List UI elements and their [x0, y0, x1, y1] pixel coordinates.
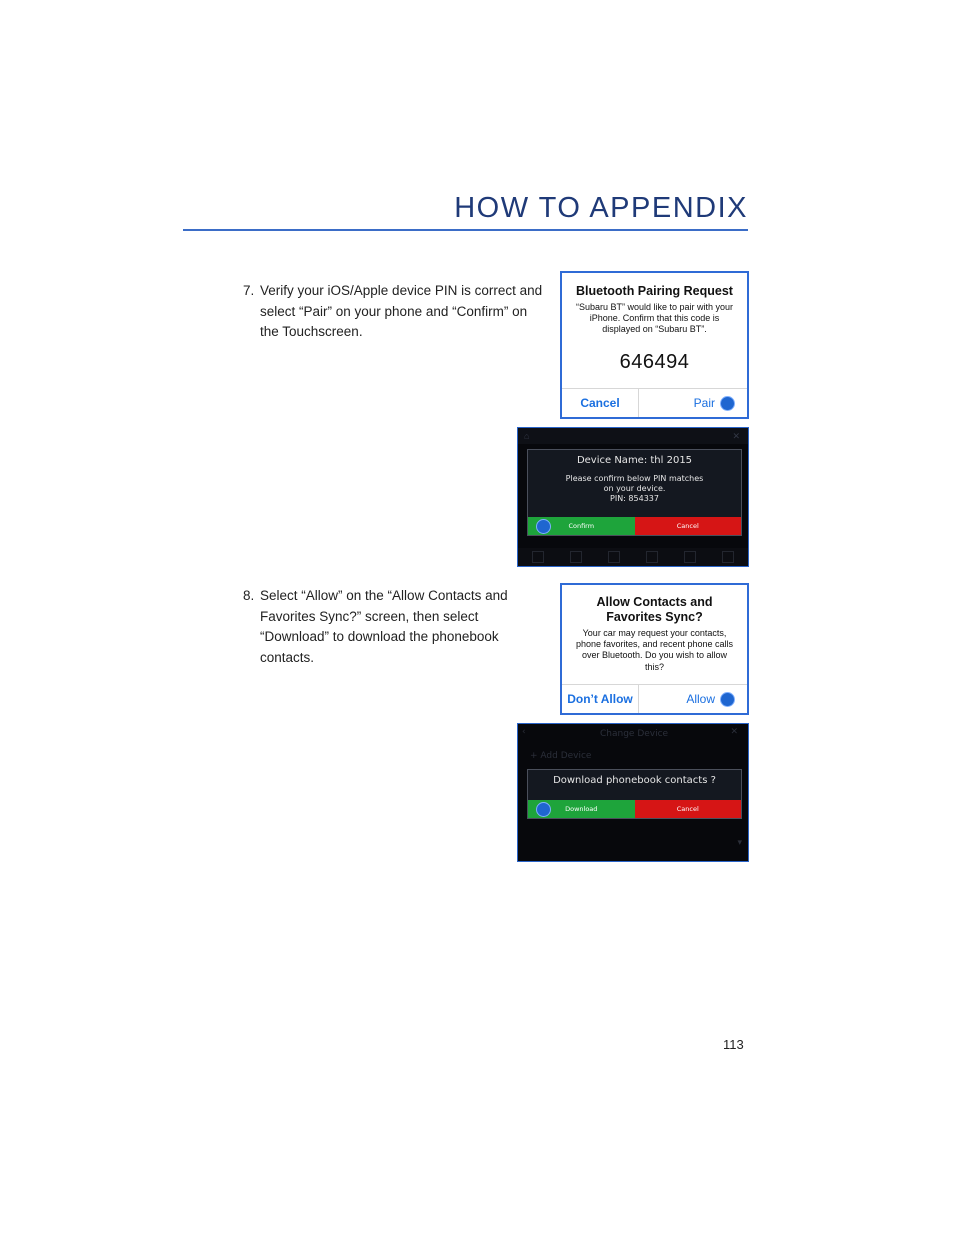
dialog-title: Download phonebook contacts ? [553, 775, 716, 786]
message-line: Please confirm below PIN matches [565, 474, 704, 483]
pin-line: PIN: 854337 [610, 494, 659, 503]
dialog-button-row [562, 684, 747, 713]
close-icon: ✕ [732, 431, 740, 441]
step-number: 8. [243, 588, 255, 603]
phone-contacts-dialog [560, 583, 749, 715]
dont-allow-button[interactable]: Don’t Allow [562, 685, 639, 713]
allow-button[interactable] [639, 685, 747, 713]
add-device-item: + Add Device [530, 751, 592, 761]
dialog-button-row [562, 388, 747, 417]
back-icon: ‹ [522, 727, 526, 737]
message-line: on your device. [603, 484, 666, 493]
download-button[interactable] [528, 800, 635, 818]
cancel-button[interactable]: Cancel [635, 517, 742, 535]
step-text: Select “Allow” on the “Allow Contacts and Favorites Sync?” screen, then select “Download” to download the phonebook contacts. [260, 588, 508, 665]
pairing-pin: 646494 [619, 350, 690, 373]
download-dialog [527, 769, 742, 819]
cancel-button[interactable]: Cancel [635, 800, 742, 818]
allow-button-label: Allow [686, 692, 715, 706]
status-bar [518, 428, 748, 444]
dialog-title: Device Name: thl 2015 [576, 455, 693, 466]
home-icon: ⌂ [524, 431, 530, 441]
dialog-button-row [528, 517, 741, 535]
step-7 [243, 281, 548, 343]
step-8 [243, 586, 551, 668]
dialog-message [528, 474, 741, 504]
section-title: HOW TO APPENDIX [454, 192, 748, 224]
phone-pairing-dialog [560, 271, 749, 419]
touch-indicator-icon [536, 802, 551, 817]
add-device-label: Add Device [540, 751, 592, 761]
touch-indicator-icon [720, 396, 735, 411]
confirm-button[interactable] [528, 517, 635, 535]
dialog-message: “Subaru BT” would like to pair with your iPhone. Confirm that this code is displayed on “Subaru BT”. [575, 302, 734, 335]
pin-confirm-dialog [527, 449, 742, 536]
header-divider [183, 229, 748, 231]
pair-button[interactable] [639, 389, 747, 417]
bottom-nav-bar [518, 548, 748, 566]
pair-button-label: Pair [693, 396, 715, 410]
nav-icon [684, 551, 696, 563]
download-button-label: Download [565, 805, 598, 813]
dialog-title: Bluetooth Pairing Request [576, 284, 733, 298]
step-text: Verify your iOS/Apple device PIN is correct and select “Pair” on your phone and “Confirm” on the Touchscreen. [260, 283, 543, 339]
close-icon: ✕ [730, 727, 738, 737]
nav-icon [646, 551, 658, 563]
nav-icon [532, 551, 544, 563]
touch-indicator-icon [720, 692, 735, 707]
screen-header: Change Device [600, 729, 669, 739]
nav-icon [608, 551, 620, 563]
dialog-button-row [528, 800, 741, 818]
step-number: 7. [243, 283, 255, 298]
car-download-screen [517, 723, 749, 862]
scroll-down-icon: ▾ [737, 838, 742, 848]
dialog-title: Allow Contacts and Favorites Sync? [596, 595, 713, 624]
confirm-button-label: Confirm [568, 522, 595, 530]
nav-icon [722, 551, 734, 563]
page-number: 113 [723, 1037, 744, 1052]
touch-indicator-icon [536, 519, 551, 534]
dialog-message: Your car may request your contacts, phone favorites, and recent phone calls over Bluetooth. Do you wish to allow this? [575, 628, 734, 672]
car-pairing-screen [517, 427, 749, 567]
nav-icon [570, 551, 582, 563]
cancel-button[interactable]: Cancel [562, 389, 639, 417]
